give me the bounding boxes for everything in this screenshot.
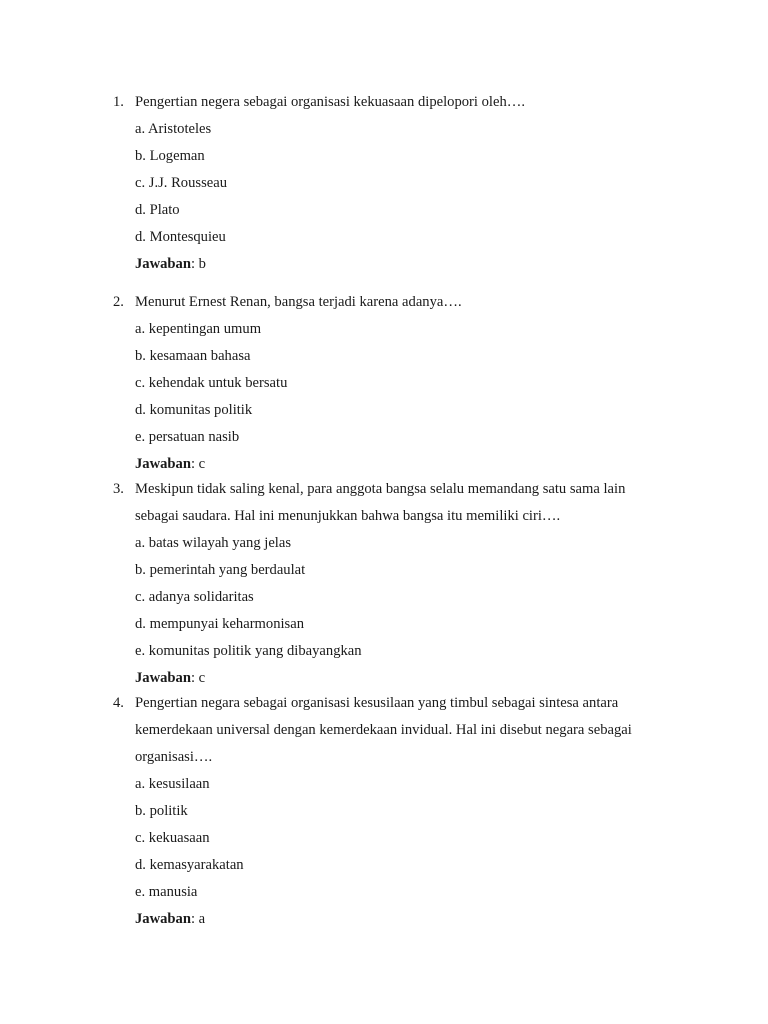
option-d: d. komunitas politik — [135, 402, 253, 418]
question-text-line-2: sebagai saudara. Hal ini menunjukkan bahwa bangsa itu memiliki ciri…. — [135, 508, 561, 524]
option-c: c. kehendak untuk bersatu — [135, 375, 288, 391]
answer-label: Jawaban — [135, 456, 191, 472]
question-text: Pengertian negera sebagai organisasi kekuasaan dipelopori oleh…. — [135, 94, 525, 110]
option-e: e. persatuan nasib — [135, 429, 240, 445]
question-text-line-2: kemerdekaan universal dengan kemerdekaan invidual. Hal ini disebut negara sebagai — [135, 722, 632, 738]
option-b: b. kesamaan bahasa — [135, 348, 251, 364]
answer-line — [135, 906, 675, 933]
option-a: a. batas wilayah yang jelas — [135, 535, 292, 551]
question-body — [135, 89, 675, 278]
answer-line — [135, 451, 675, 478]
option-e: d. Montesquieu — [135, 229, 226, 245]
option-b: b. politik — [135, 803, 188, 819]
answer-value: : c — [190, 456, 206, 472]
question-body — [135, 289, 675, 478]
question-number: 4. — [113, 695, 124, 711]
question-text: Menurut Ernest Renan, bangsa terjadi karena adanya…. — [135, 294, 462, 310]
question-number: 1. — [113, 94, 124, 110]
option-b: b. Logeman — [135, 148, 205, 164]
answer-label: Jawaban — [135, 256, 191, 272]
answer-label: Jawaban — [135, 911, 191, 927]
option-a: a. kesusilaan — [135, 776, 210, 792]
question-text-line-1: Pengertian negara sebagai organisasi kesusilaan yang timbul sebagai sintesa antara — [135, 695, 619, 711]
answer-line — [135, 251, 675, 278]
question-body — [135, 476, 675, 692]
question-number: 2. — [113, 294, 124, 310]
answer-line — [135, 665, 675, 692]
question-number: 3. — [113, 481, 124, 497]
option-c: c. kekuasaan — [135, 830, 210, 846]
option-e: e. komunitas politik yang dibayangkan — [135, 643, 362, 659]
answer-label: Jawaban — [135, 670, 191, 686]
option-a: a. Aristoteles — [135, 121, 212, 137]
option-a: a. kepentingan umum — [135, 321, 262, 337]
option-d: d. Plato — [135, 202, 180, 218]
question-text-line-3: organisasi…. — [135, 749, 213, 765]
option-e: e. manusia — [135, 884, 198, 900]
answer-value: : a — [190, 911, 206, 927]
option-b: b. pemerintah yang berdaulat — [135, 562, 306, 578]
answer-value: : c — [190, 670, 206, 686]
answer-value: : b — [190, 256, 206, 272]
question-body — [135, 690, 675, 933]
option-c: c. J.J. Rousseau — [135, 175, 228, 191]
option-d: d. mempunyai keharmonisan — [135, 616, 305, 632]
option-d: d. kemasyarakatan — [135, 857, 244, 873]
question-text-line-1: Meskipun tidak saling kenal, para anggota bangsa selalu memandang satu sama lain — [135, 481, 626, 497]
option-c: c. adanya solidaritas — [135, 589, 254, 605]
